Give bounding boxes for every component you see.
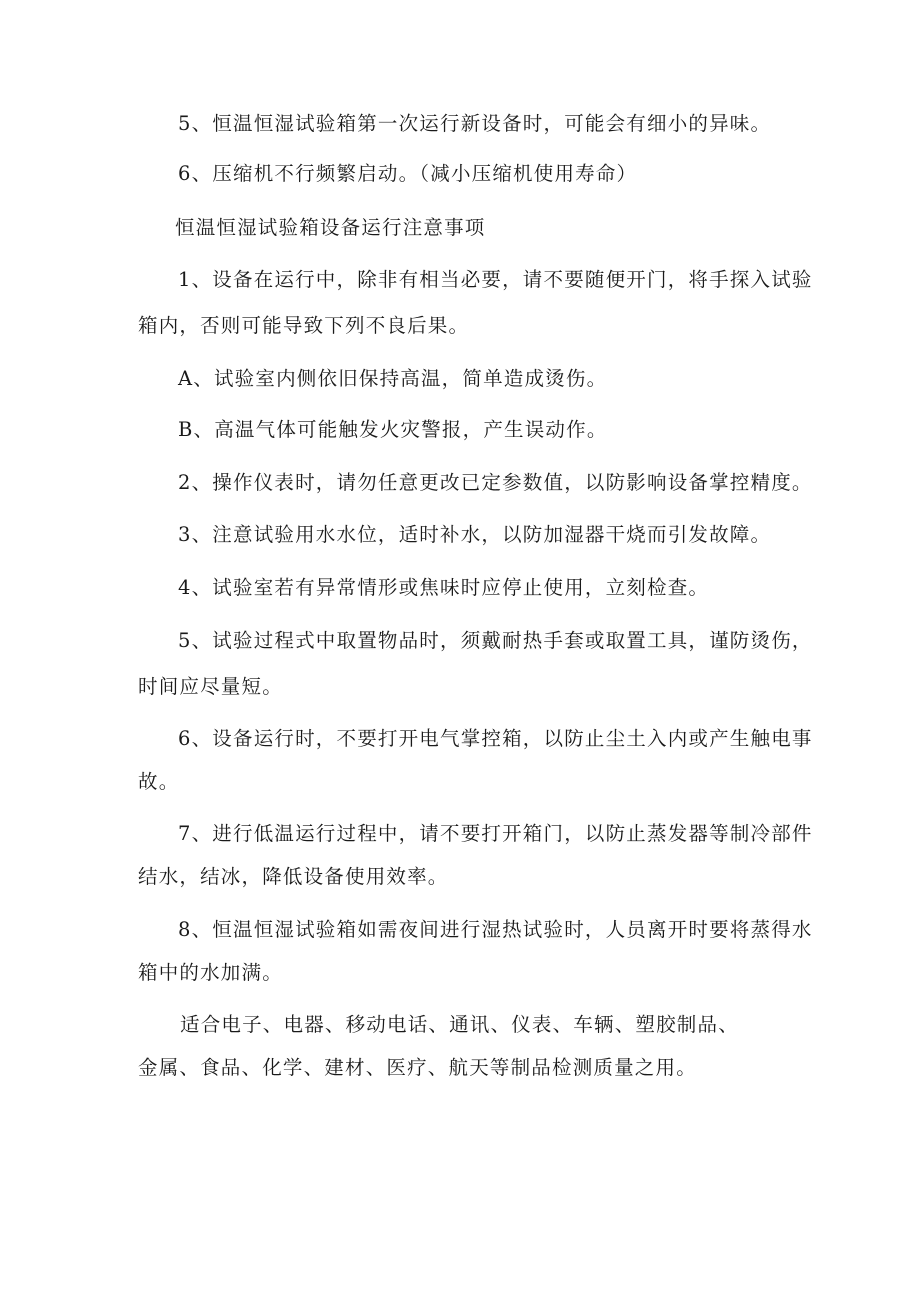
paragraph-line: B、高温气体可能触发火灾警报，产生误动作。: [178, 418, 608, 441]
section-heading: 恒温恒湿试验箱设备运行注意事项: [175, 216, 486, 239]
paragraph-line: 6、压缩机不行频繁启动。（减小压缩机使用寿命）: [178, 162, 638, 185]
paragraph-line: 箱内，否则可能导致下列不良后果。: [138, 314, 470, 337]
paragraph-line: 5、试验过程式中取置物品时，须戴耐热手套或取置工具，谨防烫伤，: [178, 629, 813, 652]
paragraph-line: 故。: [138, 770, 180, 793]
paragraph-line: A、试验室内侧依旧保持高温，简单造成烫伤。: [178, 367, 608, 390]
paragraph-line: 1、设备在运行中，除非有相当必要，请不要随便开门，将手探入试验: [178, 268, 813, 291]
paragraph-line: 结水，结冰，降低设备使用效率。: [138, 865, 449, 888]
paragraph-line: 8、恒温恒湿试验箱如需夜间进行湿热试验时，人员离开时要将蒸得水: [178, 918, 813, 941]
paragraph-line: 3、注意试验用水水位，适时补水，以防加湿器干烧而引发故障。: [178, 523, 772, 546]
paragraph-line: 6、设备运行时，不要打开电气掌控箱，以防止尘土入内或产生触电事: [178, 727, 813, 750]
paragraph-line: 适合电子、电器、移动电话、通讯、仪表、车辆、塑胶制品、: [180, 1013, 739, 1036]
paragraph-line: 2、操作仪表时，请勿任意更改已定参数值，以防影响设备掌控精度。: [178, 471, 813, 494]
paragraph-line: 4、试验室若有异常情形或焦味时应停止使用，立刻检查。: [178, 576, 710, 599]
paragraph-line: 5、恒温恒湿试验箱第一次运行新设备时，可能会有细小的异味。: [178, 112, 772, 135]
paragraph-line: 金属、食品、化学、建材、医疗、航天等制品检测质量之用。: [138, 1056, 697, 1079]
paragraph-line: 时间应尽量短。: [138, 675, 283, 698]
paragraph-line: 箱中的水加满。: [138, 961, 283, 984]
paragraph-line: 7、进行低温运行过程中，请不要打开箱门，以防止蒸发器等制冷部件: [178, 822, 813, 845]
